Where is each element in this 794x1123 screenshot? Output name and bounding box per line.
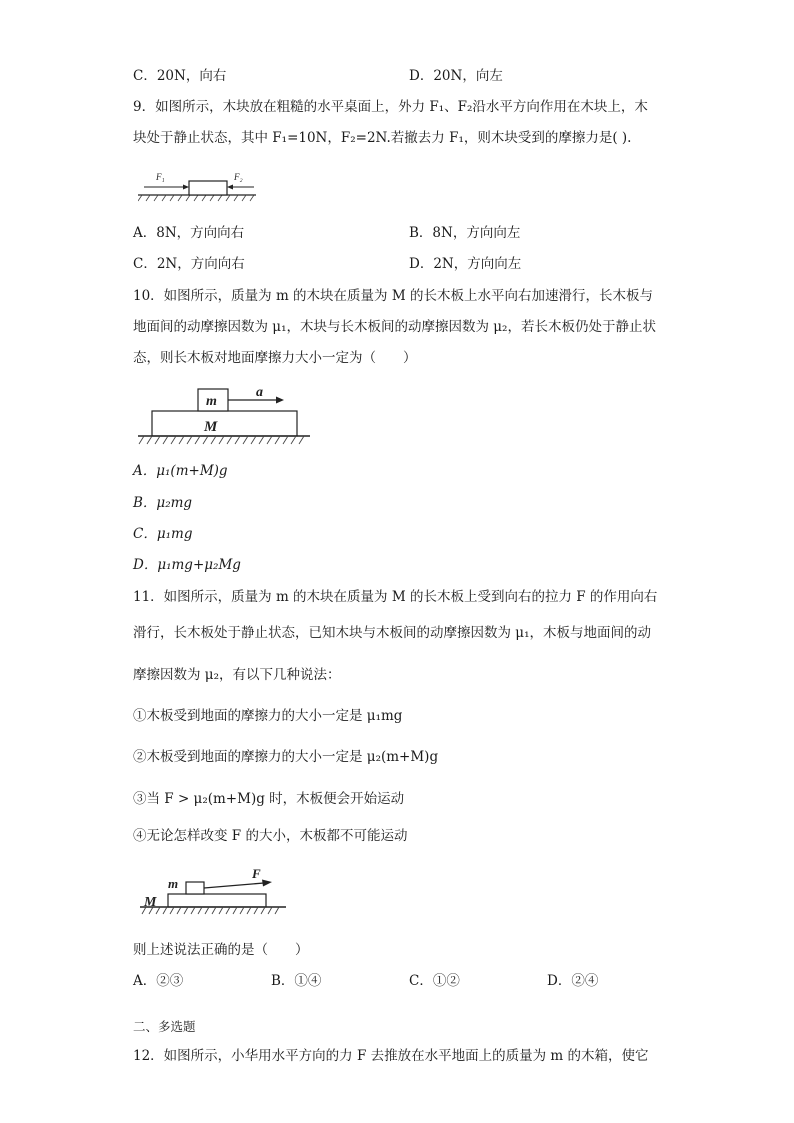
q11-board (168, 894, 266, 907)
q11-option-b: B．①④ (271, 973, 322, 989)
q10-option-a: A．μ₁(m+M)g (133, 463, 228, 479)
q9-option-d: D．2N，方向向左 (409, 256, 522, 272)
q8-option-d: D．20N，向左 (409, 68, 503, 84)
q11-statement-4: ④无论怎样改变 F 的大小，木板都不可能运动 (133, 828, 408, 844)
q10-stem-line3: 态，则长木板对地面摩擦力大小一定为（ ） (133, 350, 417, 366)
q9-stem-line1: 9．如图所示，木块放在粗糙的水平桌面上，外力 F₁、F₂沿水平方向作用在木块上，木 (133, 99, 648, 115)
q10-board-label: M (204, 419, 218, 435)
q9-f2-label: F₂ (234, 172, 243, 182)
q9-block (189, 181, 227, 195)
q10-option-b: B．μ₂mg (133, 495, 193, 511)
q9-option-b: B．8N，方向向左 (409, 225, 521, 241)
q11-stem-line1: 11．如图所示，质量为 m 的木块在质量为 M 的长木板上受到向右的拉力 F 的作用向右 (133, 589, 658, 605)
q10-option-c: C．μ₁mg (133, 526, 193, 542)
q10-block-label: m (206, 394, 217, 409)
q11-stem-line3: 摩擦因数为 μ₂，有以下几种说法： (133, 667, 341, 683)
q8-option-c: C．20N，向右 (133, 68, 227, 84)
q11-board-label: M (144, 895, 157, 910)
q11-block-label: m (168, 876, 179, 891)
q11-statement-1: ①木板受到地面的摩擦力的大小一定是 μ₁mg (133, 708, 403, 724)
section-heading-multiple-choice: 二、多选题 (133, 1019, 196, 1034)
q9-figure (138, 168, 258, 204)
q11-stem-line2: 滑行，长木板处于静止状态，已知木块与木板间的动摩擦因数为 μ₁，木板与地面间的动 (133, 625, 651, 641)
q9-option-c: C．2N，方向向右 (133, 256, 245, 272)
q9-option-a: A．8N，方向向右 (133, 225, 245, 241)
q10-stem-line1: 10．如图所示，质量为 m 的木块在质量为 M 的长木板上水平向右加速滑行，长木板与 (133, 288, 653, 304)
q12-stem-line1: 12．如图所示，小华用水平方向的力 F 去推放在水平地面上的质量为 m 的木箱，使它 (133, 1048, 649, 1064)
q10-option-d: D．μ₁mg+μ₂Mg (133, 557, 241, 573)
q10-stem-line2: 地面间的动摩擦因数为 μ₁，木块与长木板间的动摩擦因数为 μ₂，若长木板仍处于静止状 (133, 319, 656, 335)
q11-question: 则上述说法正确的是（ ） (133, 942, 309, 958)
q10-accel-label: a (256, 385, 263, 400)
q11-statement-3: ③当 F > μ₂(m+M)g 时，木板便会开始运动 (133, 791, 405, 807)
q11-option-a: A．②③ (133, 973, 184, 989)
q10-figure (138, 381, 313, 451)
q9-stem-line2: 块处于静止状态，其中 F₁=10N，F₂=2N.若撤去力 F₁，则木块受到的摩擦力是( ). (133, 130, 632, 146)
q11-statement-2: ②木板受到地面的摩擦力的大小一定是 μ₂(m+M)g (133, 749, 439, 765)
q11-force-label: F (252, 866, 261, 881)
q11-figure (140, 866, 290, 918)
q11-option-d: D．②④ (547, 973, 599, 989)
q11-block (186, 882, 204, 894)
q11-option-c: C．①② (409, 973, 460, 989)
q9-f1-label: F₁ (156, 172, 165, 182)
q10-board (152, 411, 297, 436)
